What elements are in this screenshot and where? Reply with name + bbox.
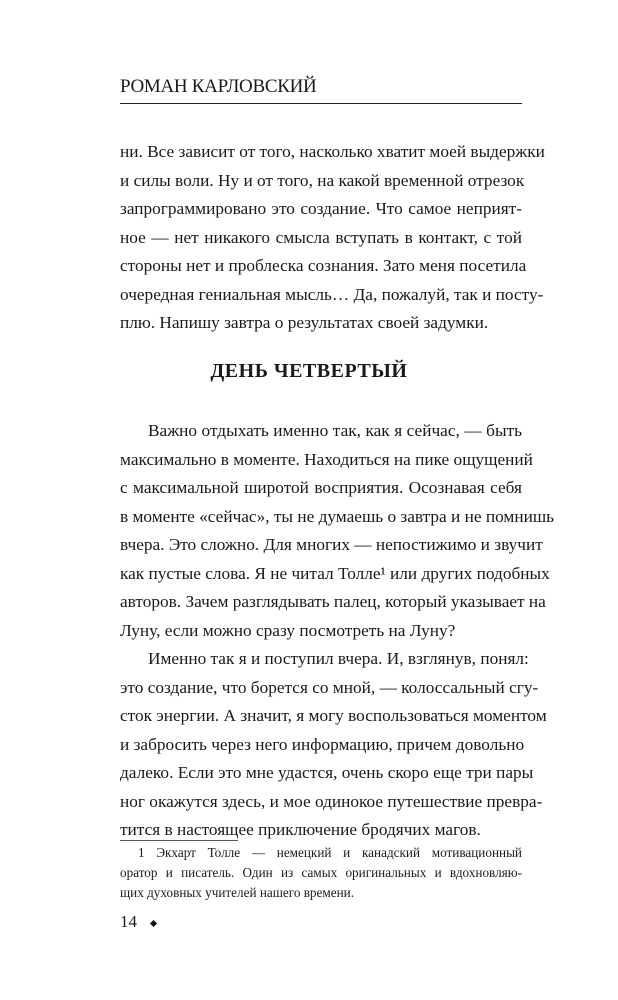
text-line: авторов. Зачем разглядывать палец, который указывает на [120, 592, 546, 611]
text-line: ное — нет никакого смысла вступать в контакт, с той [120, 227, 522, 247]
text-line: как пустые слова. Я не читал Толле¹ или других подобных [120, 563, 550, 583]
footnote-line: оратор и писатель. Один из самых оригинальных и вдохновляю- [120, 865, 522, 880]
text-line: максимально в моменте. Находиться на пике ощущений [120, 449, 533, 469]
text-line: в моменте «сейчас», ты не думаешь о завтра и не помнишь [120, 506, 555, 526]
text-line: вчера. Это сложно. Для многих — непостижимо и звучит [120, 535, 543, 554]
page-number: 14 [120, 912, 137, 931]
text-line: сток энергии. А значит, я могу воспользоваться моментом [120, 706, 547, 725]
text-line: это создание, что борется со мной, — колоссальный сгу- [120, 677, 539, 697]
paragraph-1 [120, 138, 545, 338]
text-line: запрограммировано это создание. Что самое неприят- [120, 199, 522, 218]
text-line: тится в настоящее приключение бродячих магов. [120, 820, 481, 839]
text-line: Именно так я и поступил вчера. И, взглянув, понял: [148, 649, 529, 668]
text-line: ни. Все зависит от того, насколько хватит моей выдержки [120, 142, 545, 161]
text-line: плю. Напишу завтра о результатах своей задумки. [120, 313, 489, 332]
footnote-line: щих духовных учителей нашего времени. [120, 885, 354, 900]
running-header-author: РОМАН КАРЛОВСКИЙ [120, 76, 317, 97]
text-line: очередная гениальная мысль… Да, пожалуй, так и посту- [120, 284, 544, 304]
text-line: Луну, если можно сразу посмотреть на Луну? [120, 620, 456, 640]
text-line: и забросить через него информацию, причем довольно [120, 734, 525, 754]
footnote [120, 843, 522, 903]
text-line: ног окажутся здесь, и мое одинокое путешествие превра- [120, 791, 543, 811]
text-line: с максимальной широтой восприятия. Осознавая себя [120, 478, 522, 497]
footnote-line: 1 Экхарт Толле — немецкий и канадский мотивационный [138, 845, 522, 860]
paragraph-3 [120, 645, 547, 845]
text-line: и силы воли. Ну и от того, на какой временной отрезок [120, 170, 525, 190]
text-line: стороны нет и проблеска сознания. Зато меня посетила [120, 256, 527, 275]
text-line: Важно отдыхать именно так, как я сейчас, — быть [148, 421, 522, 440]
paragraph-2 [120, 417, 555, 645]
footnote-rule [120, 840, 238, 841]
chapter-heading: ДЕНЬ ЧЕТВЕРТЫЙ [210, 360, 408, 382]
header-rule [120, 103, 522, 104]
text-line: далеко. Если это мне удастся, очень скоро еще три пары [120, 763, 534, 782]
diamond-ornament-icon [150, 920, 157, 927]
